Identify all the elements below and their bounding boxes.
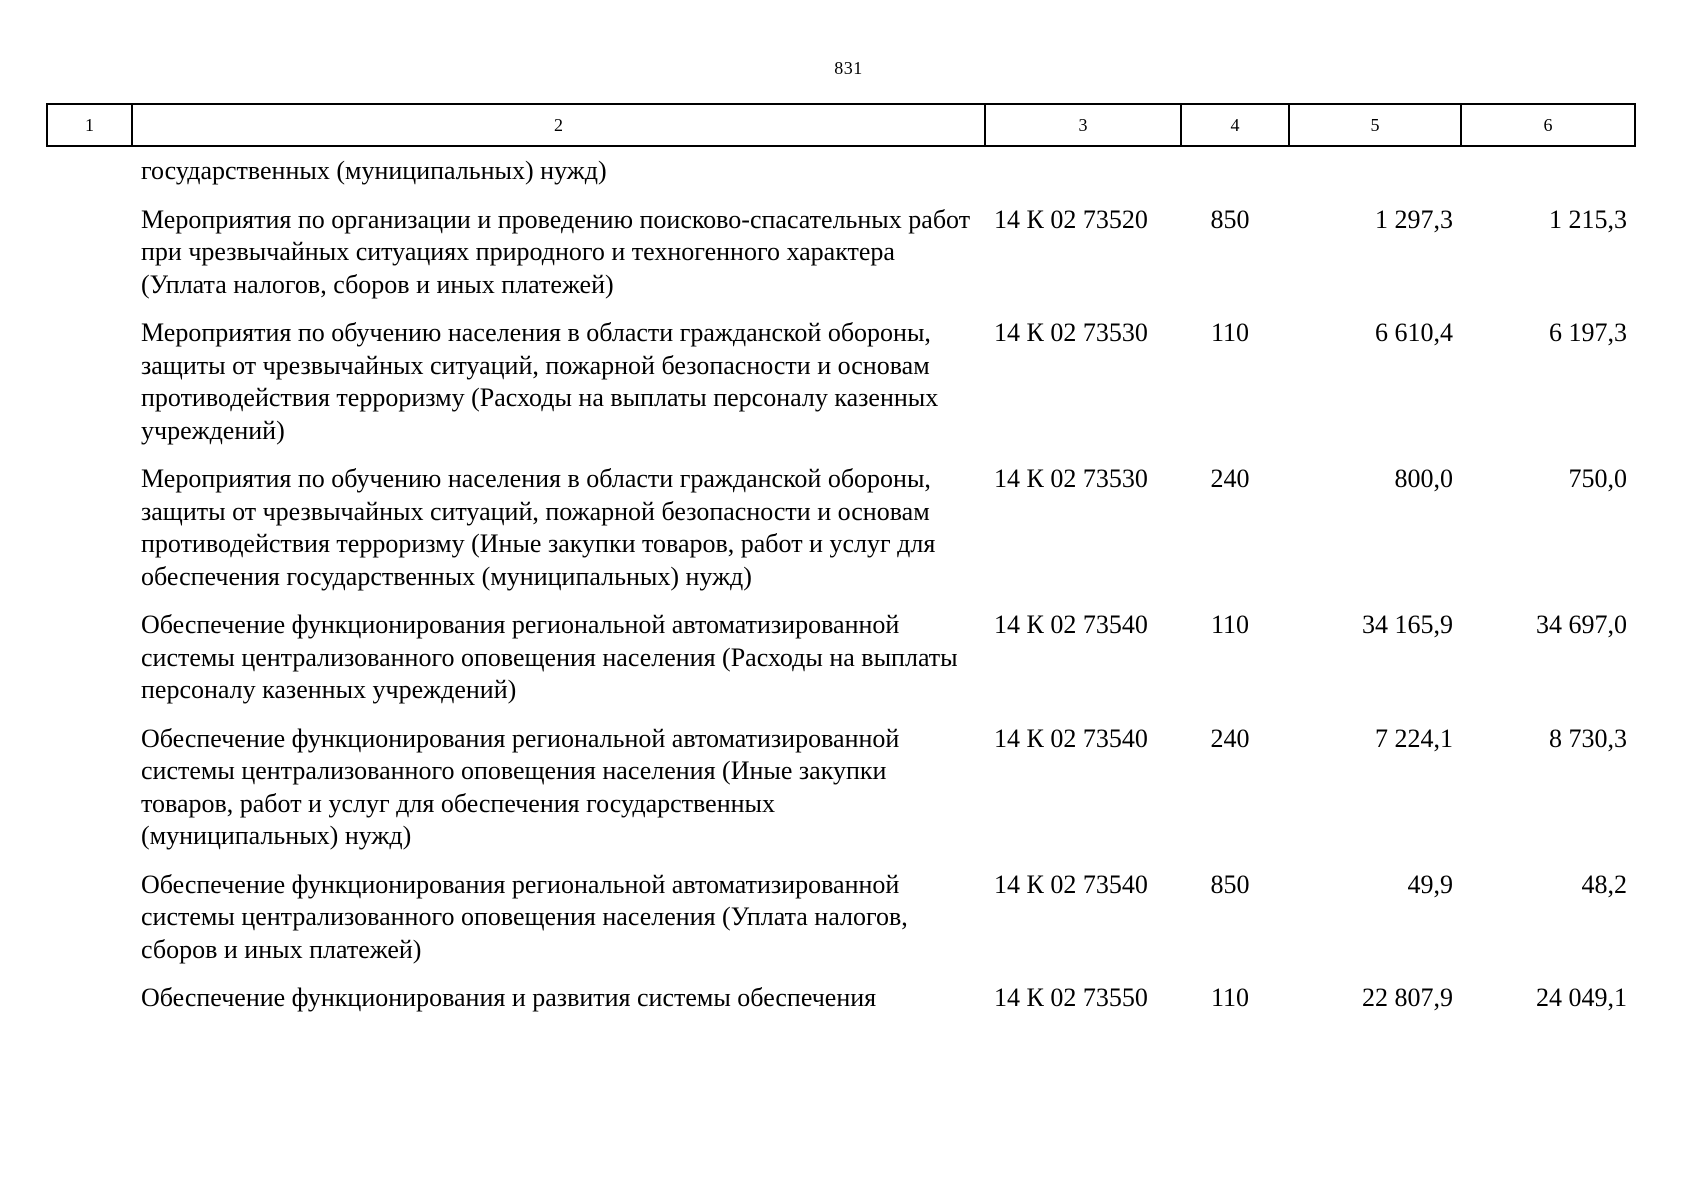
table-body [47,146,1635,1015]
row-number-cell [47,966,132,1015]
row-number-cell [47,188,132,302]
row-code-cell [985,146,1181,188]
row-number-cell [47,301,132,447]
row-number-cell [47,707,132,853]
header-cell-2: 2 [132,104,985,146]
row-type-cell: 110 [1210,318,1250,347]
table-row [47,853,1635,967]
row-value6-cell: 1 215,3 [1549,204,1627,234]
row-code-cell: 14 К 02 73540 [994,723,1148,753]
row-type-cell: 110 [1210,610,1250,639]
row-type-cell [1181,146,1289,188]
table-row [47,188,1635,302]
table-row [47,707,1635,853]
row-name-cell: Обеспечение функционирования региональной автоматизированной системы централизованного оповещения населения (Уплата налогов, сборов и иных платежей) [141,869,908,964]
row-number-cell [47,146,132,188]
header-row [47,104,1635,146]
row-name-cell: Мероприятия по обучению населения в области гражданской обороны, защиты от чрезвычайных ситуаций, пожарной безопасности и основам противодействия терроризму (Иные закупки товаров, работ и услуг для обеспечения государственных (муниципальных) нужд) [141,464,936,591]
table-row [47,593,1635,707]
row-name-cell: государственных (муниципальных) нужд) [141,156,607,185]
page-number: 831 [834,58,863,78]
budget-table [46,103,1636,1015]
row-name-cell: Обеспечение функционирования региональной автоматизированной системы централизованного оповещения населения (Иные закупки товаров, работ и услуг для обеспечения государственных (муниципальных) нужд) [141,723,900,850]
row-value6-cell: 24 049,1 [1536,983,1627,1012]
row-value5-cell: 1 297,3 [1375,204,1453,234]
table-row [47,146,1635,188]
row-value6-cell: 34 697,0 [1536,610,1627,639]
row-type-cell: 240 [1210,723,1250,753]
row-code-cell: 14 К 02 73540 [994,869,1148,899]
row-value5-cell: 22 807,9 [1362,983,1453,1012]
header-cell-1: 1 [47,104,132,146]
row-value6-cell: 750,0 [1568,464,1627,493]
row-value5-cell: 6 610,4 [1375,318,1453,347]
row-value6-cell: 6 197,3 [1549,318,1627,347]
table-header [47,104,1635,146]
row-type-cell: 850 [1210,869,1250,899]
row-type-cell: 240 [1210,464,1250,493]
row-name-cell: Мероприятия по обучению населения в области гражданской обороны, защиты от чрезвычайных ситуаций, пожарной безопасности и основам противодействия терроризму (Расходы на выплаты персоналу казенных учреждений) [141,318,939,445]
header-cell-5: 5 [1289,104,1461,146]
row-value5-cell: 800,0 [1394,464,1453,493]
table-row [47,966,1635,1015]
row-number-cell [47,853,132,967]
row-code-cell: 14 К 02 73540 [994,610,1148,639]
header-cell-3: 3 [985,104,1181,146]
row-name-cell: Обеспечение функционирования и развития системы обеспечения [141,983,877,1012]
row-type-cell: 110 [1210,983,1250,1012]
row-code-cell: 14 К 02 73520 [994,204,1148,234]
table-row [47,301,1635,447]
row-code-cell: 14 К 02 73530 [994,464,1148,493]
row-value5-cell: 7 224,1 [1375,723,1453,753]
header-cell-6: 6 [1461,104,1635,146]
row-number-cell [47,593,132,707]
row-value6-cell [1461,146,1635,188]
row-name-cell: Обеспечение функционирования региональной автоматизированной системы централизованного оповещения населения (Расходы на выплаты персоналу казенных учреждений) [141,610,958,704]
row-value5-cell: 49,9 [1407,869,1453,899]
header-cell-4: 4 [1181,104,1289,146]
table-row [47,447,1635,593]
row-value5-cell [1289,146,1461,188]
row-value6-cell: 8 730,3 [1549,723,1627,753]
row-value6-cell: 48,2 [1581,869,1627,899]
row-code-cell: 14 К 02 73550 [994,983,1148,1012]
row-code-cell: 14 К 02 73530 [994,318,1148,347]
row-name-cell: Мероприятия по организации и проведению поисково-спасательных работ при чрезвычайных ситуациях природного и техногенного характера (Уплата налогов, сборов и иных платежей) [141,204,971,299]
row-type-cell: 850 [1210,204,1250,234]
row-value5-cell: 34 165,9 [1362,610,1453,639]
row-number-cell [47,447,132,593]
